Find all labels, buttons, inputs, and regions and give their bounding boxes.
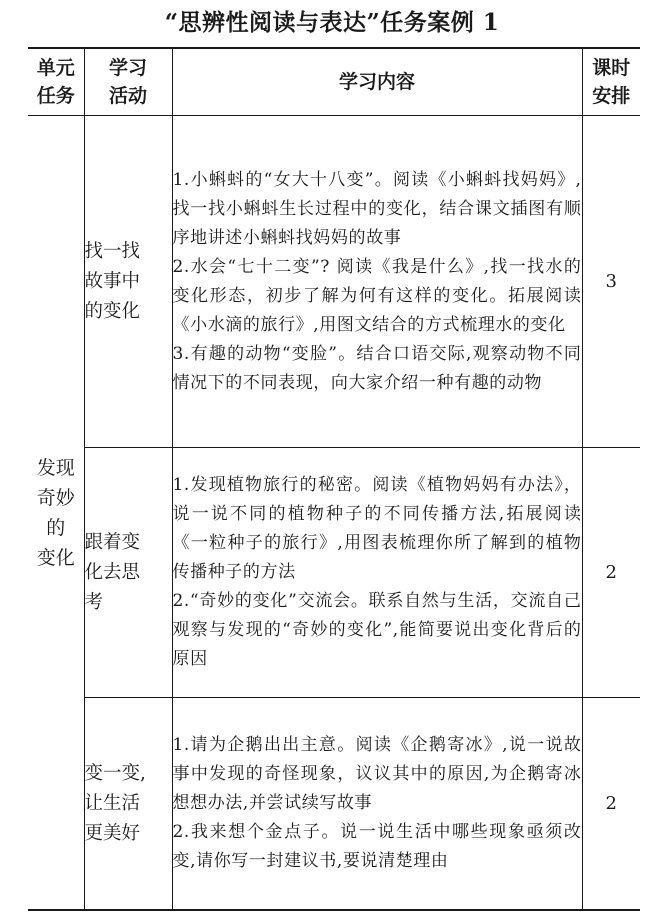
content-cell: 1.发现植物旅行的秘密。阅读《植物妈妈有办法》，说一说不同的植物种子的不同传播方法,拓展阅读《一粒种子的旅行》,用图表梳理你所了解到的植物传播种子的方法 2.“奇妙的变化”交流会。联系自然与生活，交流自己观察与发现的“奇妙的变化”,能简要说出变化背后的原因 bbox=[172, 448, 582, 698]
hours-cell: 3 bbox=[582, 116, 640, 448]
hours-cell: 2 bbox=[582, 448, 640, 698]
table-row bbox=[28, 116, 640, 448]
header-class-hours: 课时 安排 bbox=[582, 48, 640, 116]
document-title: “思辨性阅读与表达”任务案例 1 bbox=[164, 9, 500, 36]
content-cell: 1.小蝌蚪的“女大十八变”。阅读《小蝌蚪找妈妈》,找一找小蝌蚪生长过程中的变化，结合课文插图有顺序地讲述小蝌蚪找妈妈的故事 2.水会“七十二变”? 阅读《我是什么》,找一找水的变化形态，初步了解为何有这样的变化。拓展阅读《小水滴的旅行》,用图文结合的方式梳理水的变化 3.有趣的动物“变脸”。结合口语交际,观察动物不同情况下的不同表现，向大家介绍一种有趣的动物 bbox=[172, 116, 582, 448]
task-table bbox=[28, 47, 640, 911]
table-row bbox=[28, 448, 640, 698]
content-cell: 1.请为企鹅出出主意。阅读《企鹅寄冰》,说一说故事中发现的奇怪现象，议议其中的原因,为企鹅寄冰想想办法,并尝试续写故事 2.我来想个金点子。说一说生活中哪些现象亟须改变,请你写一封建议书,要说清楚理由 bbox=[172, 698, 582, 910]
header-unit-task: 单元 任务 bbox=[28, 48, 84, 116]
header-learning-activity: 学习 活动 bbox=[84, 48, 172, 116]
activity-cell: 跟着变 化去思 考 bbox=[84, 448, 172, 698]
table-row bbox=[28, 698, 640, 910]
header-row bbox=[28, 48, 640, 116]
hours-cell: 2 bbox=[582, 698, 640, 910]
activity-cell: 找一找 故事中 的变化 bbox=[84, 116, 172, 448]
header-learning-content: 学习内容 bbox=[172, 48, 582, 116]
unit-task-cell: 发现 奇妙 的 变化 bbox=[28, 116, 84, 911]
activity-cell: 变一变, 让生活 更美好 bbox=[84, 698, 172, 910]
